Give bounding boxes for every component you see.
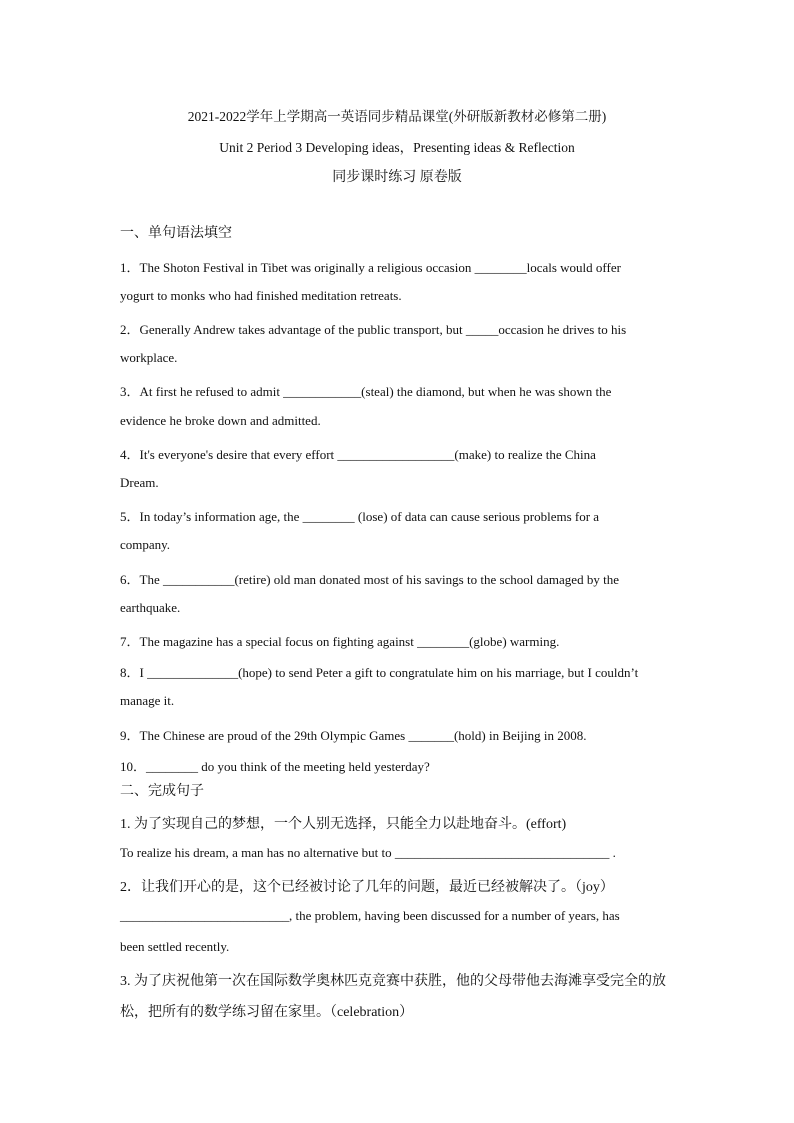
exercise-line: Dream. xyxy=(120,475,159,490)
exercise-line: yogurt to monks who had finished meditation retreats. xyxy=(120,288,402,303)
section-heading-sentences: 二、完成句子 xyxy=(120,784,204,799)
exercise-line: 3. 为了庆祝他第一次在国际数学奥林匹克竞赛中获胜，他的父母带他去海滩享受完全的放 xyxy=(120,974,666,989)
exercise-line: 2．Generally Andrew takes advantage of the public transport, but _____occasion he drives to his xyxy=(120,322,627,337)
exercise-line: 1．The Shoton Festival in Tibet was originally a religious occasion ________locals would offer xyxy=(120,260,621,275)
section-heading-grammar: 一、单句语法填空 xyxy=(120,226,232,241)
exercise-line: 4．It's everyone's desire that every effort __________________(make) to realize the China xyxy=(120,447,596,462)
exercise-line: 6．The ___________(retire) old man donated most of his savings to the school damaged by the xyxy=(120,572,619,587)
exercise-line: To realize his dream, a man has no alternative but to _________________________________ . xyxy=(120,845,616,860)
exercise-line: 9．The Chinese are proud of the 29th Olympic Games _______(hold) in Beijing in 2008. xyxy=(120,728,587,743)
exercise-line: evidence he broke down and admitted. xyxy=(120,413,321,428)
document-version-label: 同步课时练习 原卷版 xyxy=(332,170,462,185)
exercise-line: earthquake. xyxy=(120,600,181,615)
exercise-line: 2．让我们开心的是，这个已经被讨论了几年的问题，最近已经被解决了。（joy） xyxy=(120,880,614,895)
exercise-line: workplace. xyxy=(120,350,178,365)
exercise-line: company. xyxy=(120,537,171,552)
exercise-line: 10．________ do you think of the meeting held yesterday? xyxy=(120,759,430,774)
exercise-line: 5．In today’s information age, the ________ (lose) of data can cause serious problems for a xyxy=(120,509,600,524)
document-title: 2021-2022学年上学期高一英语同步精品课堂(外研版新教材必修第二册) xyxy=(187,109,607,124)
exercise-line: 松，把所有的数学练习留在家里。（celebration） xyxy=(120,1005,414,1020)
exercise-line: been settled recently. xyxy=(120,939,230,954)
exercise-line: __________________________, the problem, having been discussed for a number of years, has xyxy=(120,908,620,923)
exercise-line: 1. 为了实现自己的梦想，一个人别无选择，只能全力以赴地奋斗。(effort) xyxy=(120,817,567,832)
document-subtitle: Unit 2 Period 3 Developing ideas，Presenting ideas & Reflection xyxy=(219,140,575,155)
exercise-line: 8．I ______________(hope) to send Peter a gift to congratulate him on his marriage, but I couldn’t xyxy=(120,665,639,680)
exercise-line: 3．At first he refused to admit ____________(steal) the diamond, but when he was shown the xyxy=(120,384,612,399)
exercise-line: 7．The magazine has a special focus on fighting against ________(globe) warming. xyxy=(120,634,560,649)
exercise-line: manage it. xyxy=(120,693,175,708)
